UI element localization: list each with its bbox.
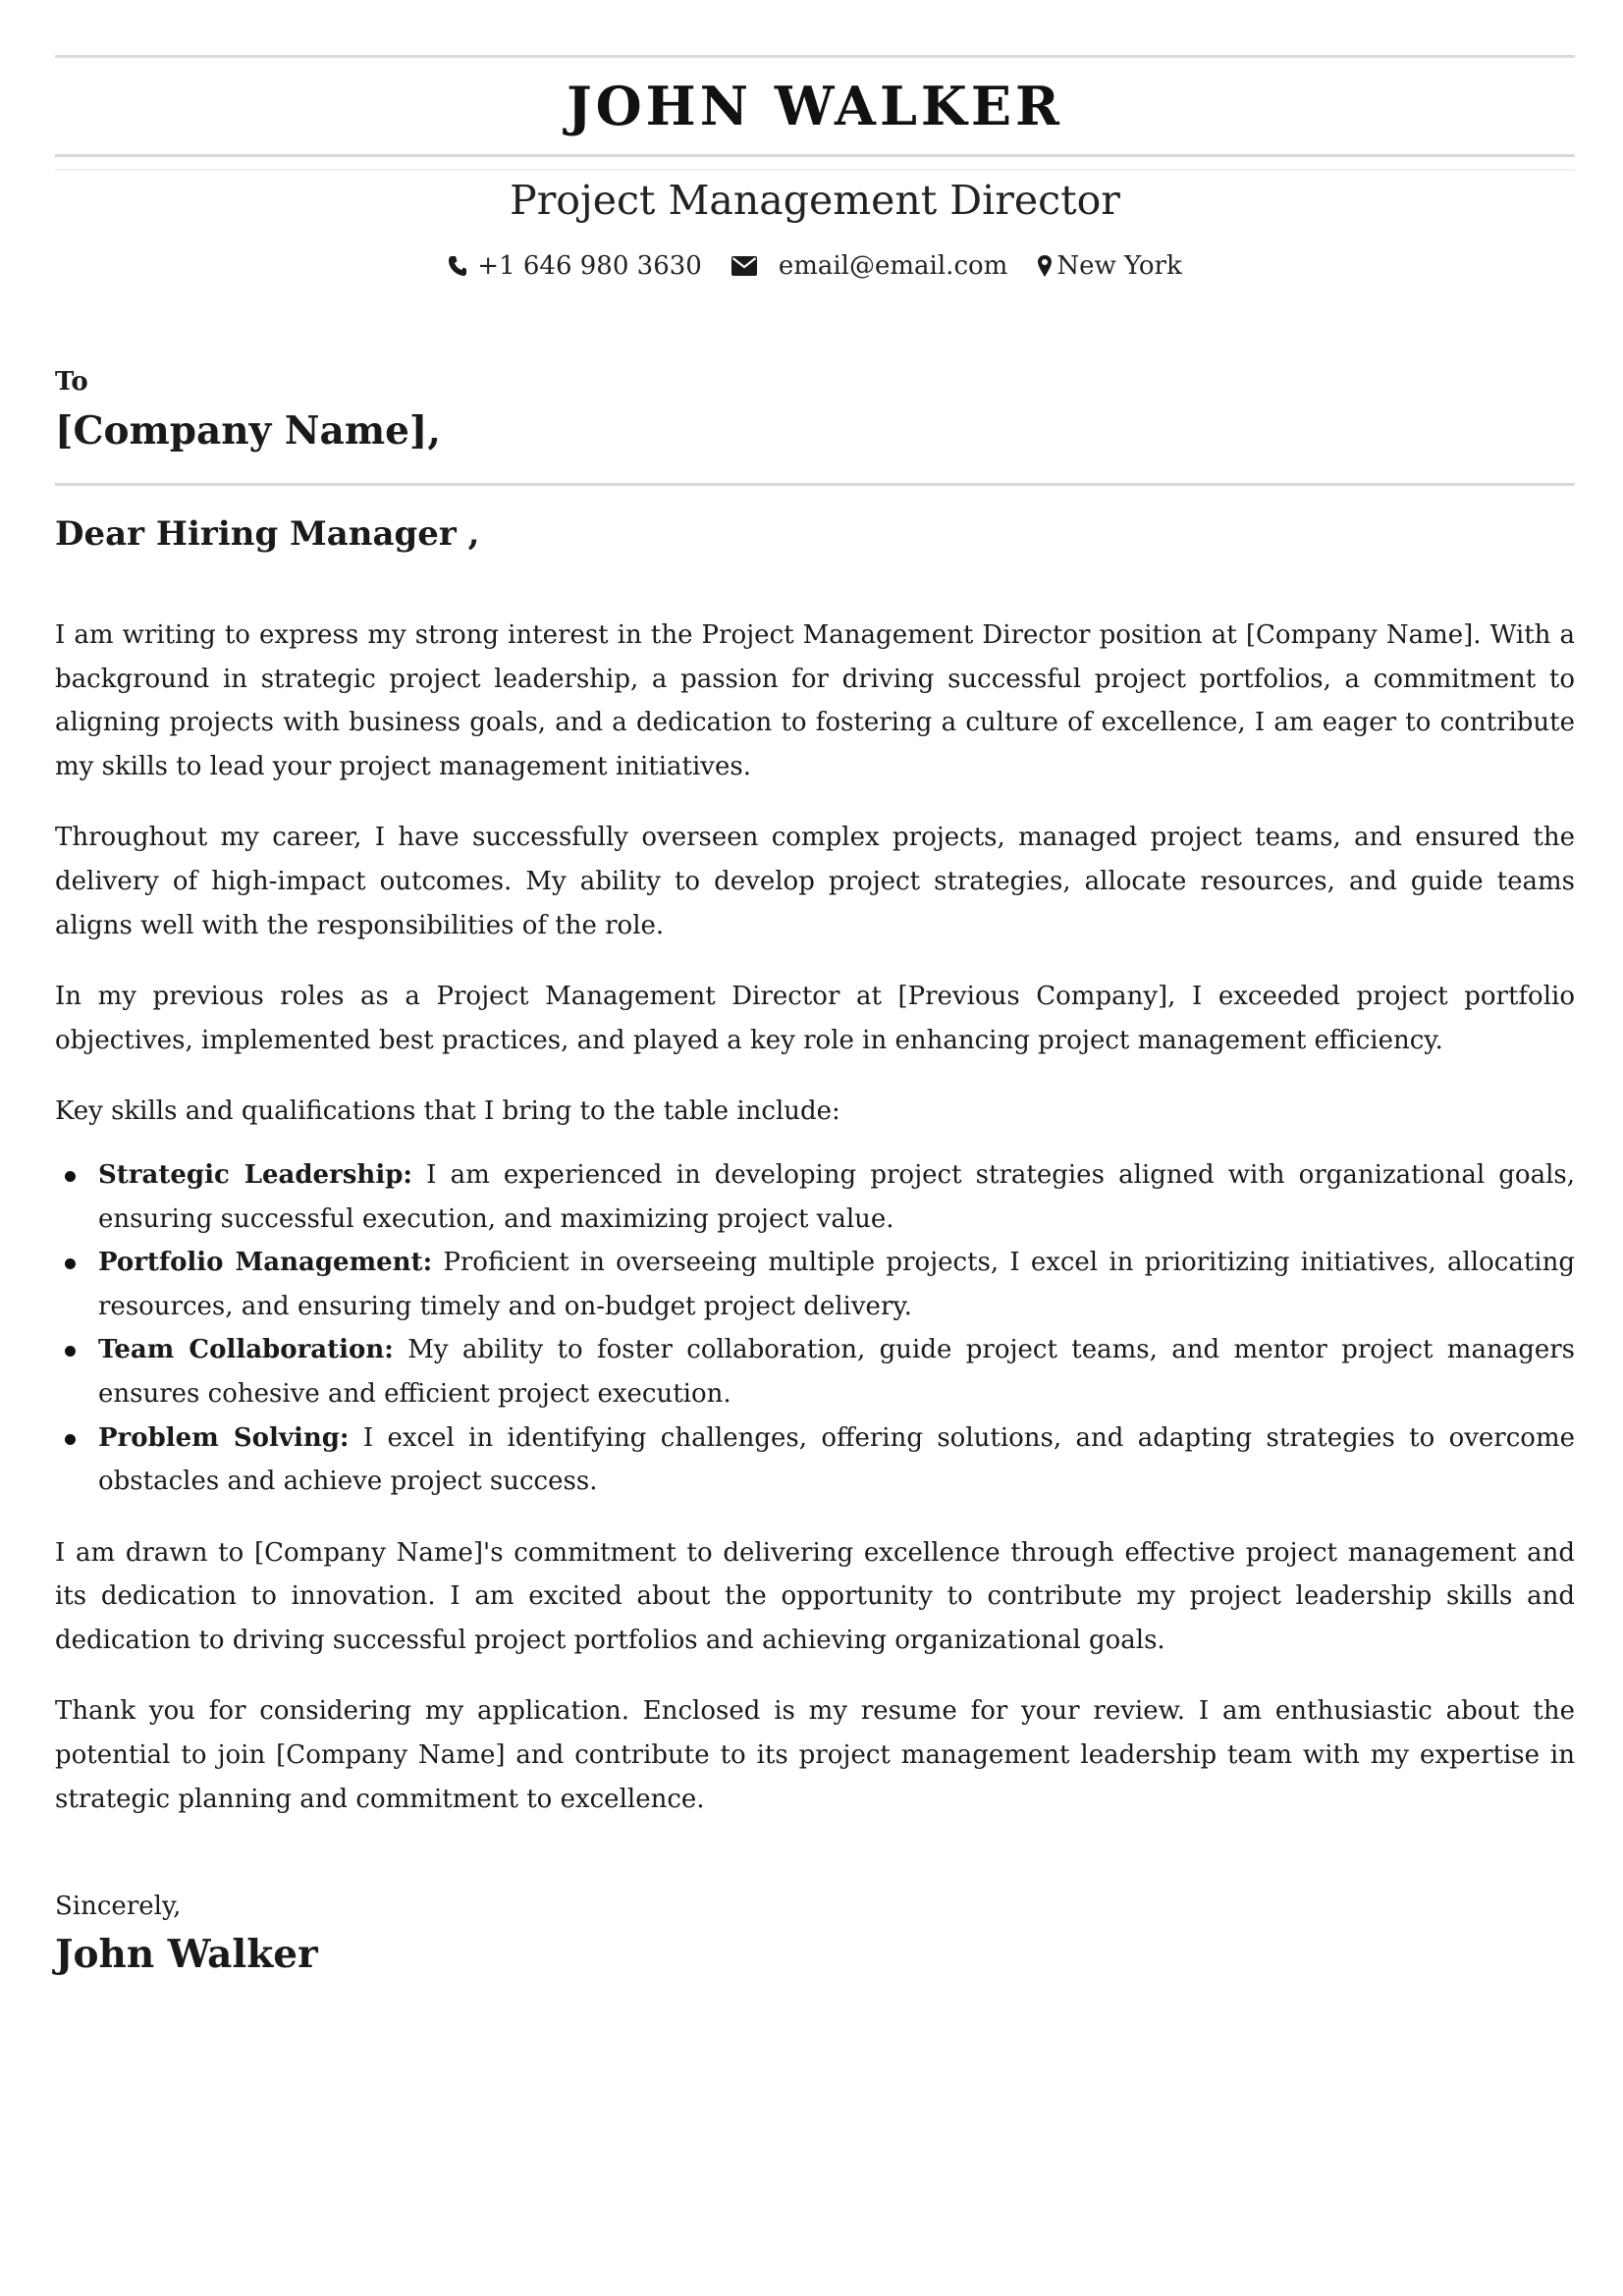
signature-name: John Walker — [55, 1932, 318, 1977]
cover-letter-page — [55, 0, 1575, 2296]
body-paragraph: I am writing to express my strong interest in the Project Management Director position at [Company Name]. With a background in strategic project leadership, a passion for driving successful project portfolios, a commitment to aligning projects with business goals, and a dedication to fostering a culture of excellence, I am eager to contribute my skills to lead your project management initiatives. — [55, 620, 1575, 781]
map-marker-icon — [1037, 254, 1053, 278]
contact-row — [55, 251, 1575, 281]
skill-label: Problem Solving: — [98, 1422, 350, 1453]
location-text: New York — [1056, 251, 1182, 281]
applicant-name: JOHN WALKER — [567, 75, 1063, 137]
contact-location — [1037, 251, 1181, 281]
top-divider — [55, 55, 1575, 58]
body-paragraph: Throughout my career, I have successfully overseen complex projects, managed project teams, and ensured the delivery of high-impact outcomes. My ability to develop project strategies, allocate resources, and guide teams aligns well with the responsibilities of the role. — [55, 823, 1575, 940]
envelope-icon — [731, 256, 757, 276]
letter-body — [55, 614, 1575, 1848]
email-address[interactable]: email@email.com — [778, 251, 1008, 281]
job-title: Project Management Director — [510, 177, 1120, 224]
skill-label: Team Collaboration: — [98, 1335, 394, 1365]
contact-email — [731, 251, 1007, 281]
contact-phone — [448, 251, 702, 281]
list-item — [98, 1153, 1575, 1241]
name-divider — [55, 154, 1575, 157]
phone-icon — [448, 255, 467, 277]
skill-label: Portfolio Management: — [98, 1248, 433, 1278]
skill-text: My ability to foster collaboration, guide project teams, and mentor project managers ensures cohesive and efficient project execution. — [98, 1335, 1575, 1409]
phone-number[interactable]: +1 646 980 3630 — [477, 251, 702, 281]
skill-text: I excel in identifying challenges, offering solutions, and adapting strategies to overcome obstacles and achieve project success. — [98, 1422, 1575, 1497]
list-item — [98, 1416, 1575, 1504]
bullet-icon — [65, 1346, 76, 1357]
skill-label: Strategic Leadership: — [98, 1159, 412, 1190]
skill-text: Proficient in overseeing multiple projects, I excel in prioritizing initiatives, allocating resources, and ensuring timely and on-budget project delivery. — [98, 1248, 1575, 1321]
salutation: Dear Hiring Manager , — [55, 514, 480, 554]
name-divider-shadow — [55, 169, 1575, 171]
recipient-to-label: To — [55, 367, 88, 397]
closing-line: Sincerely, — [55, 1892, 182, 1921]
recipient-divider — [55, 483, 1575, 486]
skills-list — [55, 1153, 1575, 1504]
body-paragraph: I am drawn to [Company Name]'s commitment to delivering excellence through effective project management and its dedication to innovation. I am excited about the opportunity to contribute my project leadership skills and dedication to driving successful project portfolios and achieving organizational goals. — [55, 1537, 1575, 1655]
list-item — [98, 1328, 1575, 1415]
bullet-icon — [65, 1258, 76, 1269]
bullet-icon — [65, 1171, 76, 1182]
skill-text: I am experienced in developing project strategies aligned with organizational goals, ensuring successful execution, and maximizing project value. — [98, 1159, 1576, 1234]
skills-intro: Key skills and qualifications that I bring to the table include: — [55, 1096, 840, 1127]
list-item — [98, 1241, 1575, 1328]
recipient-company: [Company Name], — [55, 408, 441, 454]
body-paragraph: In my previous roles as a Project Management Director at [Previous Company], I exceeded project portfolio objectives, implemented best practices, and played a key role in enhancing project management efficiency. — [55, 982, 1575, 1055]
body-paragraph: Thank you for considering my application. Enclosed is my resume for your review. I am enthusiastic about the potential to join [Company Name] and contribute to its project management leadership team with my expertise in strategic planning and commitment to excellence. — [55, 1696, 1575, 1814]
bullet-icon — [65, 1434, 76, 1445]
